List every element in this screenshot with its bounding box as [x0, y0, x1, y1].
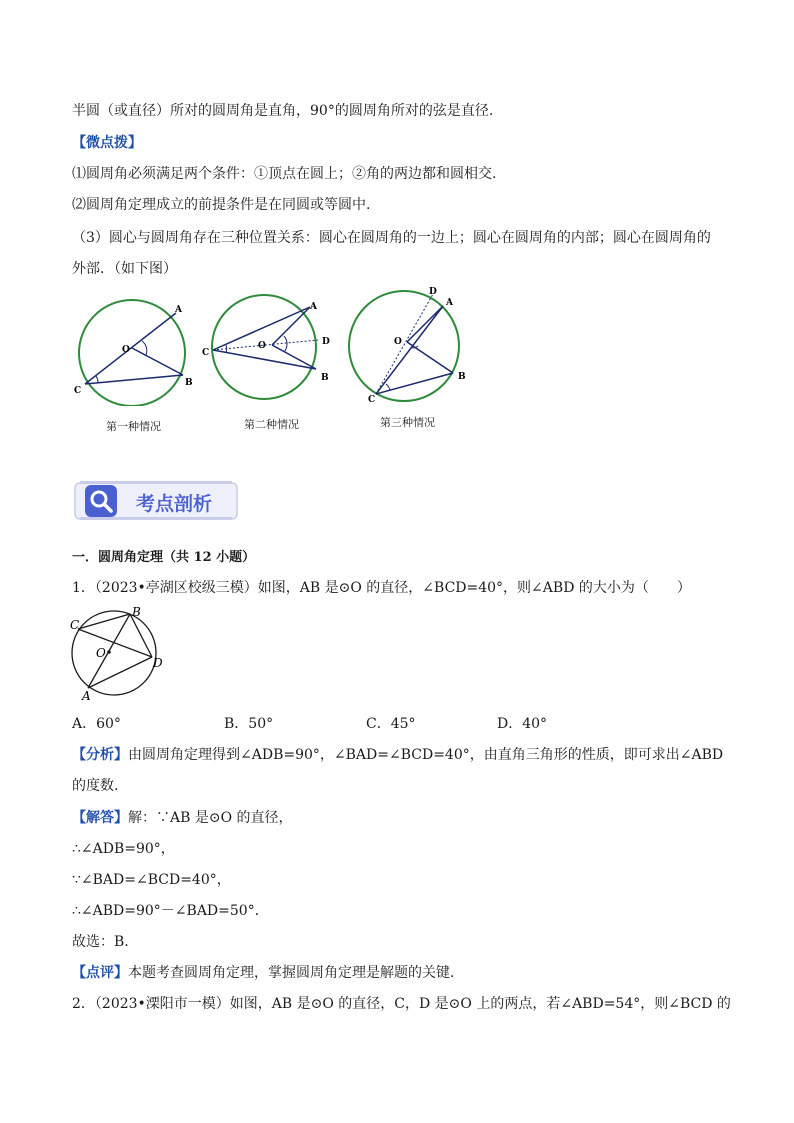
label-d: D: [322, 337, 330, 347]
section-banner: [74, 480, 240, 522]
q1-answer-step-3: ∵∠BAD=∠BCD=40°，: [72, 872, 231, 888]
figure-case-2: [200, 292, 340, 404]
q1-figure: [66, 604, 172, 702]
tip-point-2: ⑵圆周角定理成立的前提条件是在同圆或等圆中.: [72, 197, 371, 213]
q1-comment: [72, 963, 464, 983]
q1-option-d: D．40°: [497, 716, 548, 732]
analysis-tag: 【分析】: [72, 747, 128, 763]
label-c: C: [74, 386, 82, 396]
q1-option-b: B．50°: [224, 716, 274, 732]
tip-point-1: ⑴圆周角必须满足两个条件：①顶点在圆上；②角的两边都和圆相交.: [72, 166, 497, 182]
label-b: B: [458, 372, 466, 382]
q1-answer-choice: 故选：B.: [72, 934, 129, 950]
q1-answer-step-4: ∴∠ABD=90°－∠BAD=50°．: [72, 903, 269, 919]
tip-point-3: （3）圆心与圆周角存在三种位置关系：圆心在圆周角的一边上；圆心在圆周角的内部；圆心在圆周角的: [72, 230, 711, 246]
banner-title: 考点剖析: [136, 493, 213, 515]
answer-tag: 【解答】: [72, 810, 128, 826]
caption-case-2: 第二种情况: [244, 418, 299, 431]
q1-option-c: C．45°: [366, 716, 416, 732]
label-o: O: [258, 341, 266, 351]
intro-line: 半圆（或直径）所对的圆周角是直角，90°的圆周角所对的弦是直径.: [72, 103, 494, 119]
tip-header: 【微点拨】: [72, 135, 142, 151]
comment-tag: 【点评】: [72, 965, 128, 981]
label-b: B: [185, 378, 193, 388]
q1-label-d: D: [153, 656, 163, 670]
q1-analysis: [72, 745, 723, 765]
comment-text: 本题考查圆周角定理，掌握圆周角定理是解题的关键．: [128, 965, 464, 981]
q1-label-o: O: [96, 646, 106, 660]
label-o: O: [394, 337, 402, 347]
q1-analysis-cont: 的度数.: [72, 778, 119, 794]
label-c: C: [368, 395, 376, 404]
q1-stem: 1．（2023•亭湖区校级三模）如图，AB 是⊙O 的直径，∠BCD=40°，则∠ABD 的大小为（ ）: [72, 580, 691, 596]
q1-answer: [72, 808, 293, 828]
label-c: C: [202, 348, 210, 358]
answer-text: 解：∵AB 是⊙O 的直径，: [128, 810, 293, 826]
q1-answer-step-2: ∴∠ADB=90°，: [72, 841, 175, 857]
analysis-text: 由圆周角定理得到∠ADB=90°，∠BAD=∠BCD=40°，由直角三角形的性质，即可求出∠ABD: [128, 747, 724, 763]
label-d: D: [429, 287, 437, 297]
caption-case-1: 第一种情况: [106, 420, 161, 433]
q2-stem: 2．（2023•溧阳市一模）如图，AB 是⊙O 的直径，C，D 是⊙O 上的两点，若∠ABD=54°，则∠BCD 的: [72, 996, 731, 1012]
q1-label-b: B: [132, 605, 141, 619]
tip-point-3-cont: 外部．（如下图）: [72, 261, 177, 277]
caption-case-3: 第三种情况: [380, 416, 435, 429]
search-icon: [84, 484, 118, 518]
label-b: B: [321, 373, 329, 383]
label-a: A: [310, 302, 317, 312]
label-a: A: [175, 305, 182, 315]
q1-option-a: A．60°: [72, 716, 121, 732]
figure-case-1: [72, 296, 202, 406]
figure-case-3: [340, 284, 480, 404]
label-o: O: [122, 345, 130, 355]
section-title: 一．圆周角定理（共 12 小题）: [72, 550, 256, 565]
q1-label-a: A: [82, 689, 91, 702]
label-a: A: [446, 298, 453, 308]
q1-label-c: C: [70, 618, 80, 632]
